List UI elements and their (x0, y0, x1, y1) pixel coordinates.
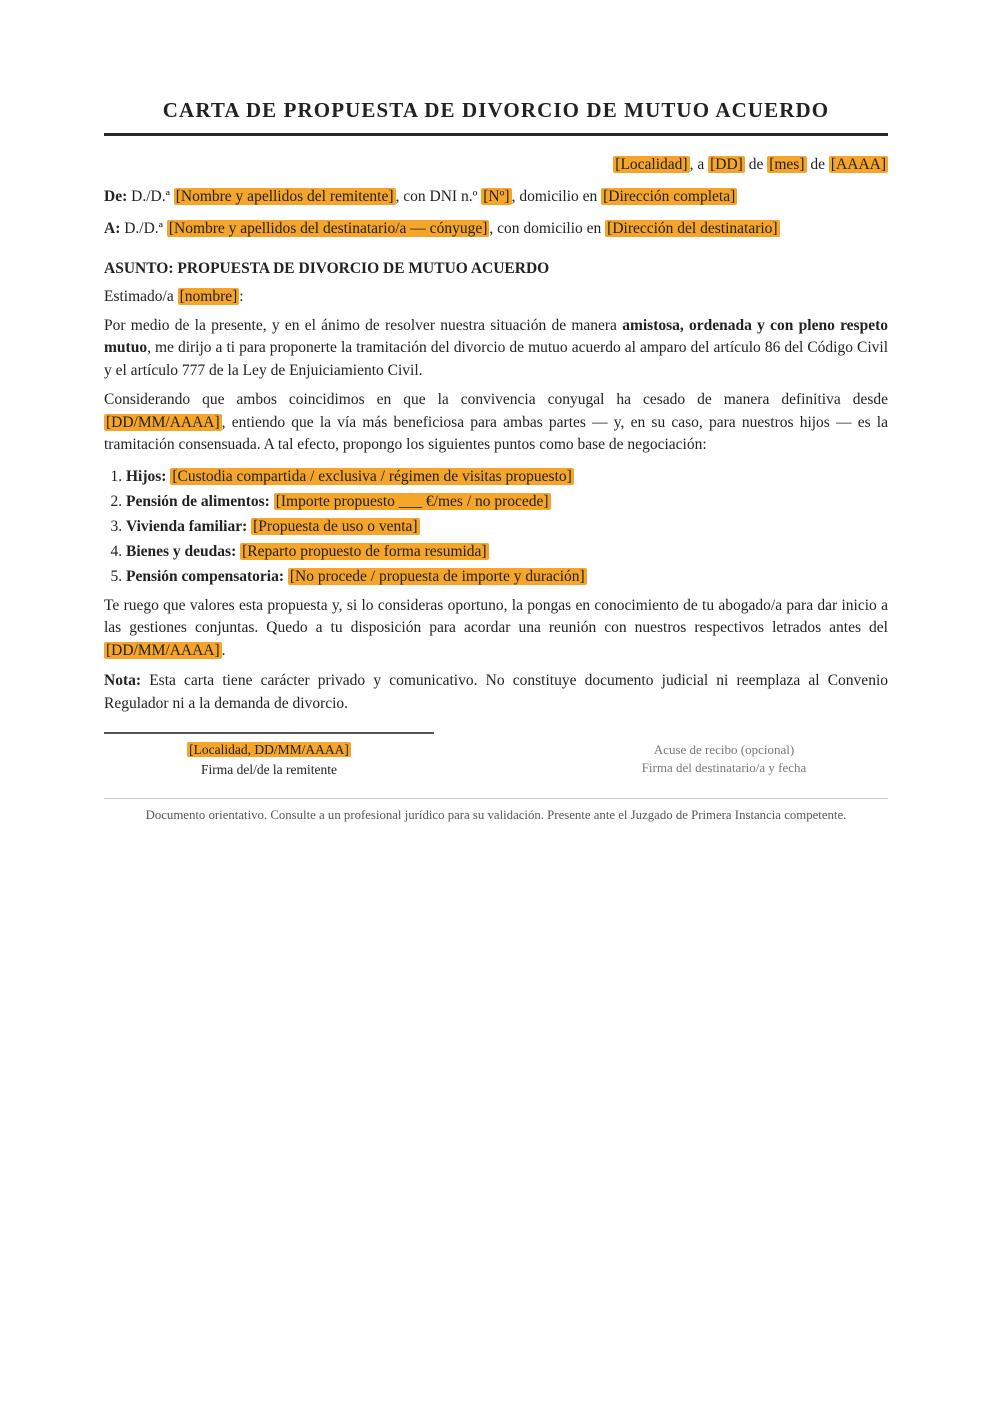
signature-section (104, 732, 888, 792)
date-line: [Localidad] , a [DD] de [mes] de [AAAA] (615, 156, 886, 173)
placeholder-meeting-date[interactable]: [DD/MM/AAAA] (106, 641, 220, 659)
sender-label: De: (104, 187, 128, 205)
signature-line (104, 732, 434, 734)
placeholder-signature-date[interactable]: [Localidad, DD/MM/AAAA] (189, 742, 349, 757)
placeholder-greeting-name[interactable]: [nombre] (179, 288, 238, 305)
note-paragraph: Nota: Esta carta tiene carácter privado y comunicativo. No constituye documento judicial ni reemplaza al Convenio Regulador ni a la demanda de divorcio. (104, 672, 888, 712)
note-label: Nota: (104, 672, 142, 689)
placeholder-separation-date[interactable]: [DD/MM/AAAA] (106, 413, 220, 431)
placeholder-sender-address[interactable]: [Dirección completa] (603, 187, 736, 205)
recipient-line: A: D./D.ª [Nombre y apellidos del destinatario/a — cónyuge] , con domicilio en [Dirección del destinatario] (104, 220, 778, 237)
receipt-label: Firma del destinatario/a y fecha (641, 760, 807, 775)
recipient-label: A: (104, 220, 121, 237)
receipt-title: Acuse de recibo (opcional) (653, 742, 795, 757)
placeholder-dni[interactable]: [Nº] (483, 187, 510, 205)
subject-line: ASUNTO: PROPUESTA DE DIVORCIO DE MUTUO ACUERDO (104, 259, 550, 277)
sender-signature-block (104, 732, 434, 779)
list-item: 3. Vivienda familiar: [Propuesta de uso o venta] (126, 514, 888, 539)
placeholder-children[interactable]: [Custodia compartida / exclusiva / régimen de visitas propuesto] (172, 467, 572, 485)
placeholder-recipient-address[interactable]: [Dirección del destinatario] (607, 220, 778, 237)
footer-divider (104, 798, 888, 799)
title-divider (104, 133, 888, 136)
receipt-block (574, 741, 874, 777)
list-item: 2. Pensión de alimentos: [Importe propuesto ___ €/mes / no procede] (126, 489, 888, 514)
proposal-points (104, 464, 888, 589)
placeholder-family-home[interactable]: [Propuesta de uso o venta] (253, 517, 418, 535)
placeholder-locality[interactable]: [Localidad] (615, 156, 688, 173)
paragraph-intro: Por medio de la presente, y en el ánimo de resolver nuestra situación de manera amistosa, ordenada y con pleno respeto mutuo, me dirijo a ti para proponerte la tramitación del divorcio de mutuo acuerdo al amparo del artículo 86 del Código Civil y el artículo 777 de la Ley de Enjuiciamiento Civil. (104, 316, 888, 379)
placeholder-child-support[interactable]: [Importe propuesto ___ €/mes / no procede] (275, 492, 549, 510)
placeholder-sender-name[interactable]: [Nombre y apellidos del remitente] (175, 187, 394, 205)
list-item: 1. Hijos: [Custodia compartida / exclusiva / régimen de visitas propuesto] (126, 464, 888, 489)
placeholder-year[interactable]: [AAAA] (830, 156, 886, 173)
placeholder-day[interactable]: [DD] (710, 156, 743, 173)
list-item: 4. Bienes y deudas: [Reparto propuesto de forma resumida] (126, 539, 888, 564)
placeholder-compensatory-pension[interactable]: [No procede / propuesta de importe y duración] (289, 567, 585, 585)
letter-page (104, 0, 888, 824)
placeholder-recipient-name[interactable]: [Nombre y apellidos del destinatario/a — cónyuge] (168, 220, 488, 237)
placeholder-month[interactable]: [mes] (769, 156, 805, 173)
paragraph-context: Considerando que ambos coincidimos en que la convivencia conyugal ha cesado de manera definitiva desde [DD/MM/AAAA] , entiendo que la vía más beneficiosa para ambas partes — y, en su caso, para nuestros hijos — es la tramitación consensuada. A tal efecto, propongo los siguientes puntos como base de negociación: (104, 391, 888, 453)
placeholder-assets-debts[interactable]: [Reparto propuesto de forma resumida] (242, 542, 487, 560)
list-item: 5. Pensión compensatoria: [No procede / propuesta de importe y duración] (126, 564, 888, 589)
paragraph-request: Te ruego que valores esta propuesta y, si lo consideras oportuno, la pongas en conocimiento de tu abogado/a para dar inicio a las gestiones conjuntas. Quedo a tu disposición para acordar una reunión con nuestros respectivos letrados antes del [DD/MM/AAAA] . (104, 596, 888, 659)
greeting: Estimado/a [nombre] : (104, 288, 244, 305)
sender-signature-label: Firma del/de la remitente (200, 762, 338, 777)
document-title: CARTA DE PROPUESTA DE DIVORCIO DE MUTUO ACUERDO (162, 98, 830, 122)
footer-disclaimer: Documento orientativo. Consulte a un profesional jurídico para su validación. Presente ante el Juzgado de Primera Instancia competente. (145, 808, 847, 822)
sender-line: De: D./D.ª [Nombre y apellidos del remitente] , con DNI n.º [Nº] , domicilio en [Dirección completa] (104, 187, 736, 205)
